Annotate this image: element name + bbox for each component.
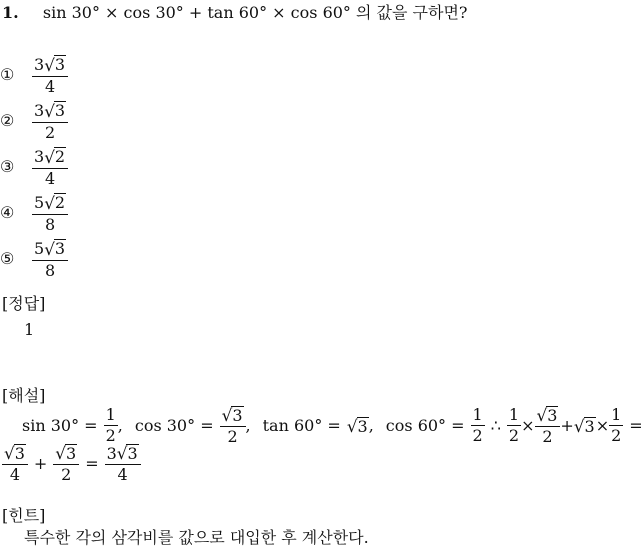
numerator: 1	[105, 405, 116, 425]
fraction-half	[609, 407, 623, 444]
coefficient: 5	[34, 193, 45, 213]
plus-symbol: +	[33, 453, 48, 473]
choice-fraction	[32, 55, 68, 94]
choice-5[interactable]	[0, 236, 68, 282]
sqrt: √ 3	[44, 100, 66, 121]
question-text: sin 30° × cos 30° + tan 60° × cos 60° 의 값을 구하면?	[42, 3, 468, 22]
hint-text: 특수한 각의 삼각비를 값으로 대입한 후 계산한다.	[24, 528, 369, 547]
denominator: 2	[542, 427, 553, 447]
sqrt: √ 3	[221, 405, 243, 426]
sin-expression: sin 30° =	[22, 415, 98, 435]
sqrt: √ 2	[44, 192, 66, 213]
denominator: 4	[117, 465, 128, 485]
comma: ,	[245, 415, 251, 435]
choice-marker: ③	[0, 157, 15, 176]
explanation-line-1	[22, 406, 643, 445]
comma: ,	[117, 415, 123, 435]
radicand: 3	[14, 444, 25, 463]
denominator: 4	[44, 168, 56, 188]
equals-symbol: =	[85, 453, 99, 473]
denominator: 4	[44, 76, 56, 96]
explanation-line-2	[2, 444, 141, 483]
radicand: 3	[127, 444, 138, 463]
denominator: 8	[44, 214, 56, 234]
numerator: 1	[472, 405, 483, 425]
fraction-sqrt3-over-4	[2, 444, 28, 483]
radicand: 3	[54, 101, 66, 121]
fraction-sqrt3-over-2	[220, 406, 246, 445]
fraction-result	[105, 444, 141, 483]
denominator: 2	[508, 426, 520, 446]
choice-marker: ⑤	[0, 249, 15, 268]
choice-fraction	[32, 239, 68, 278]
choice-2[interactable]	[0, 98, 68, 144]
sqrt-three: √ 3	[573, 415, 595, 436]
choice-marker: ④	[0, 203, 15, 222]
fraction-half	[104, 407, 118, 444]
radicand: 3	[357, 416, 368, 436]
radicand: 3	[66, 444, 77, 463]
fraction-sqrt3-over-2	[53, 444, 79, 483]
choice-marker: ②	[0, 111, 15, 130]
sqrt: √ 3	[4, 443, 25, 464]
sqrt: √ 3	[55, 443, 77, 464]
coefficient: 3	[34, 147, 45, 167]
coefficient: 3	[106, 444, 117, 464]
denominator: 2	[611, 426, 622, 446]
explanation-label: [해설]	[2, 386, 46, 405]
question-number: 1.	[2, 3, 19, 22]
radicand: 2	[54, 193, 66, 213]
coefficient: 3	[34, 101, 45, 121]
radicand: 3	[547, 406, 558, 425]
answer-label: [정답]	[2, 294, 46, 313]
radicand: 3	[584, 416, 595, 436]
radicand: 3	[54, 239, 66, 259]
sqrt-three: √ 3	[346, 415, 368, 436]
denominator: 2	[472, 426, 483, 446]
answer-value: 1	[24, 320, 35, 339]
sqrt: √ 3	[44, 238, 66, 259]
coefficient: 3	[34, 55, 45, 75]
numerator: 1	[611, 405, 622, 425]
sqrt: √ 2	[44, 146, 66, 167]
denominator: 2	[61, 465, 72, 485]
cos30-expression: cos 30° =	[134, 415, 214, 435]
cos60-expression: cos 60° =	[385, 415, 465, 435]
choice-fraction	[32, 147, 68, 186]
choice-fraction	[32, 193, 68, 232]
fraction-sqrt3-over-2	[535, 406, 561, 445]
fraction-half	[471, 407, 485, 444]
fraction-half	[507, 407, 521, 444]
choice-1[interactable]	[0, 52, 68, 98]
sqrt: √ 3	[116, 443, 138, 464]
denominator: 2	[44, 122, 56, 142]
sqrt: √ 3	[536, 405, 558, 426]
radicand: 3	[54, 55, 66, 75]
hint-label: [힌트]	[2, 506, 46, 525]
numerator: 1	[508, 405, 520, 425]
denominator: 4	[9, 465, 21, 485]
choice-list	[0, 52, 68, 282]
sqrt: √ 3	[44, 54, 66, 75]
question-line	[2, 5, 468, 21]
choice-4[interactable]	[0, 190, 68, 236]
coefficient: 5	[34, 239, 45, 259]
therefore-symbol: ∴	[490, 415, 501, 435]
times-symbol: ×	[595, 415, 610, 435]
denominator: 8	[44, 260, 56, 280]
tan60-expression: tan 60° =	[262, 415, 341, 435]
denominator: 2	[105, 426, 116, 446]
radicand: 3	[232, 406, 243, 425]
times-symbol: ×	[521, 415, 535, 435]
comma: ,	[368, 415, 374, 435]
equals-symbol: =	[629, 415, 643, 435]
choice-3[interactable]	[0, 144, 68, 190]
choice-fraction	[32, 101, 68, 140]
radicand: 2	[54, 147, 66, 167]
choice-marker: ①	[0, 65, 15, 84]
plus-symbol: +	[560, 415, 574, 435]
denominator: 2	[227, 427, 238, 447]
